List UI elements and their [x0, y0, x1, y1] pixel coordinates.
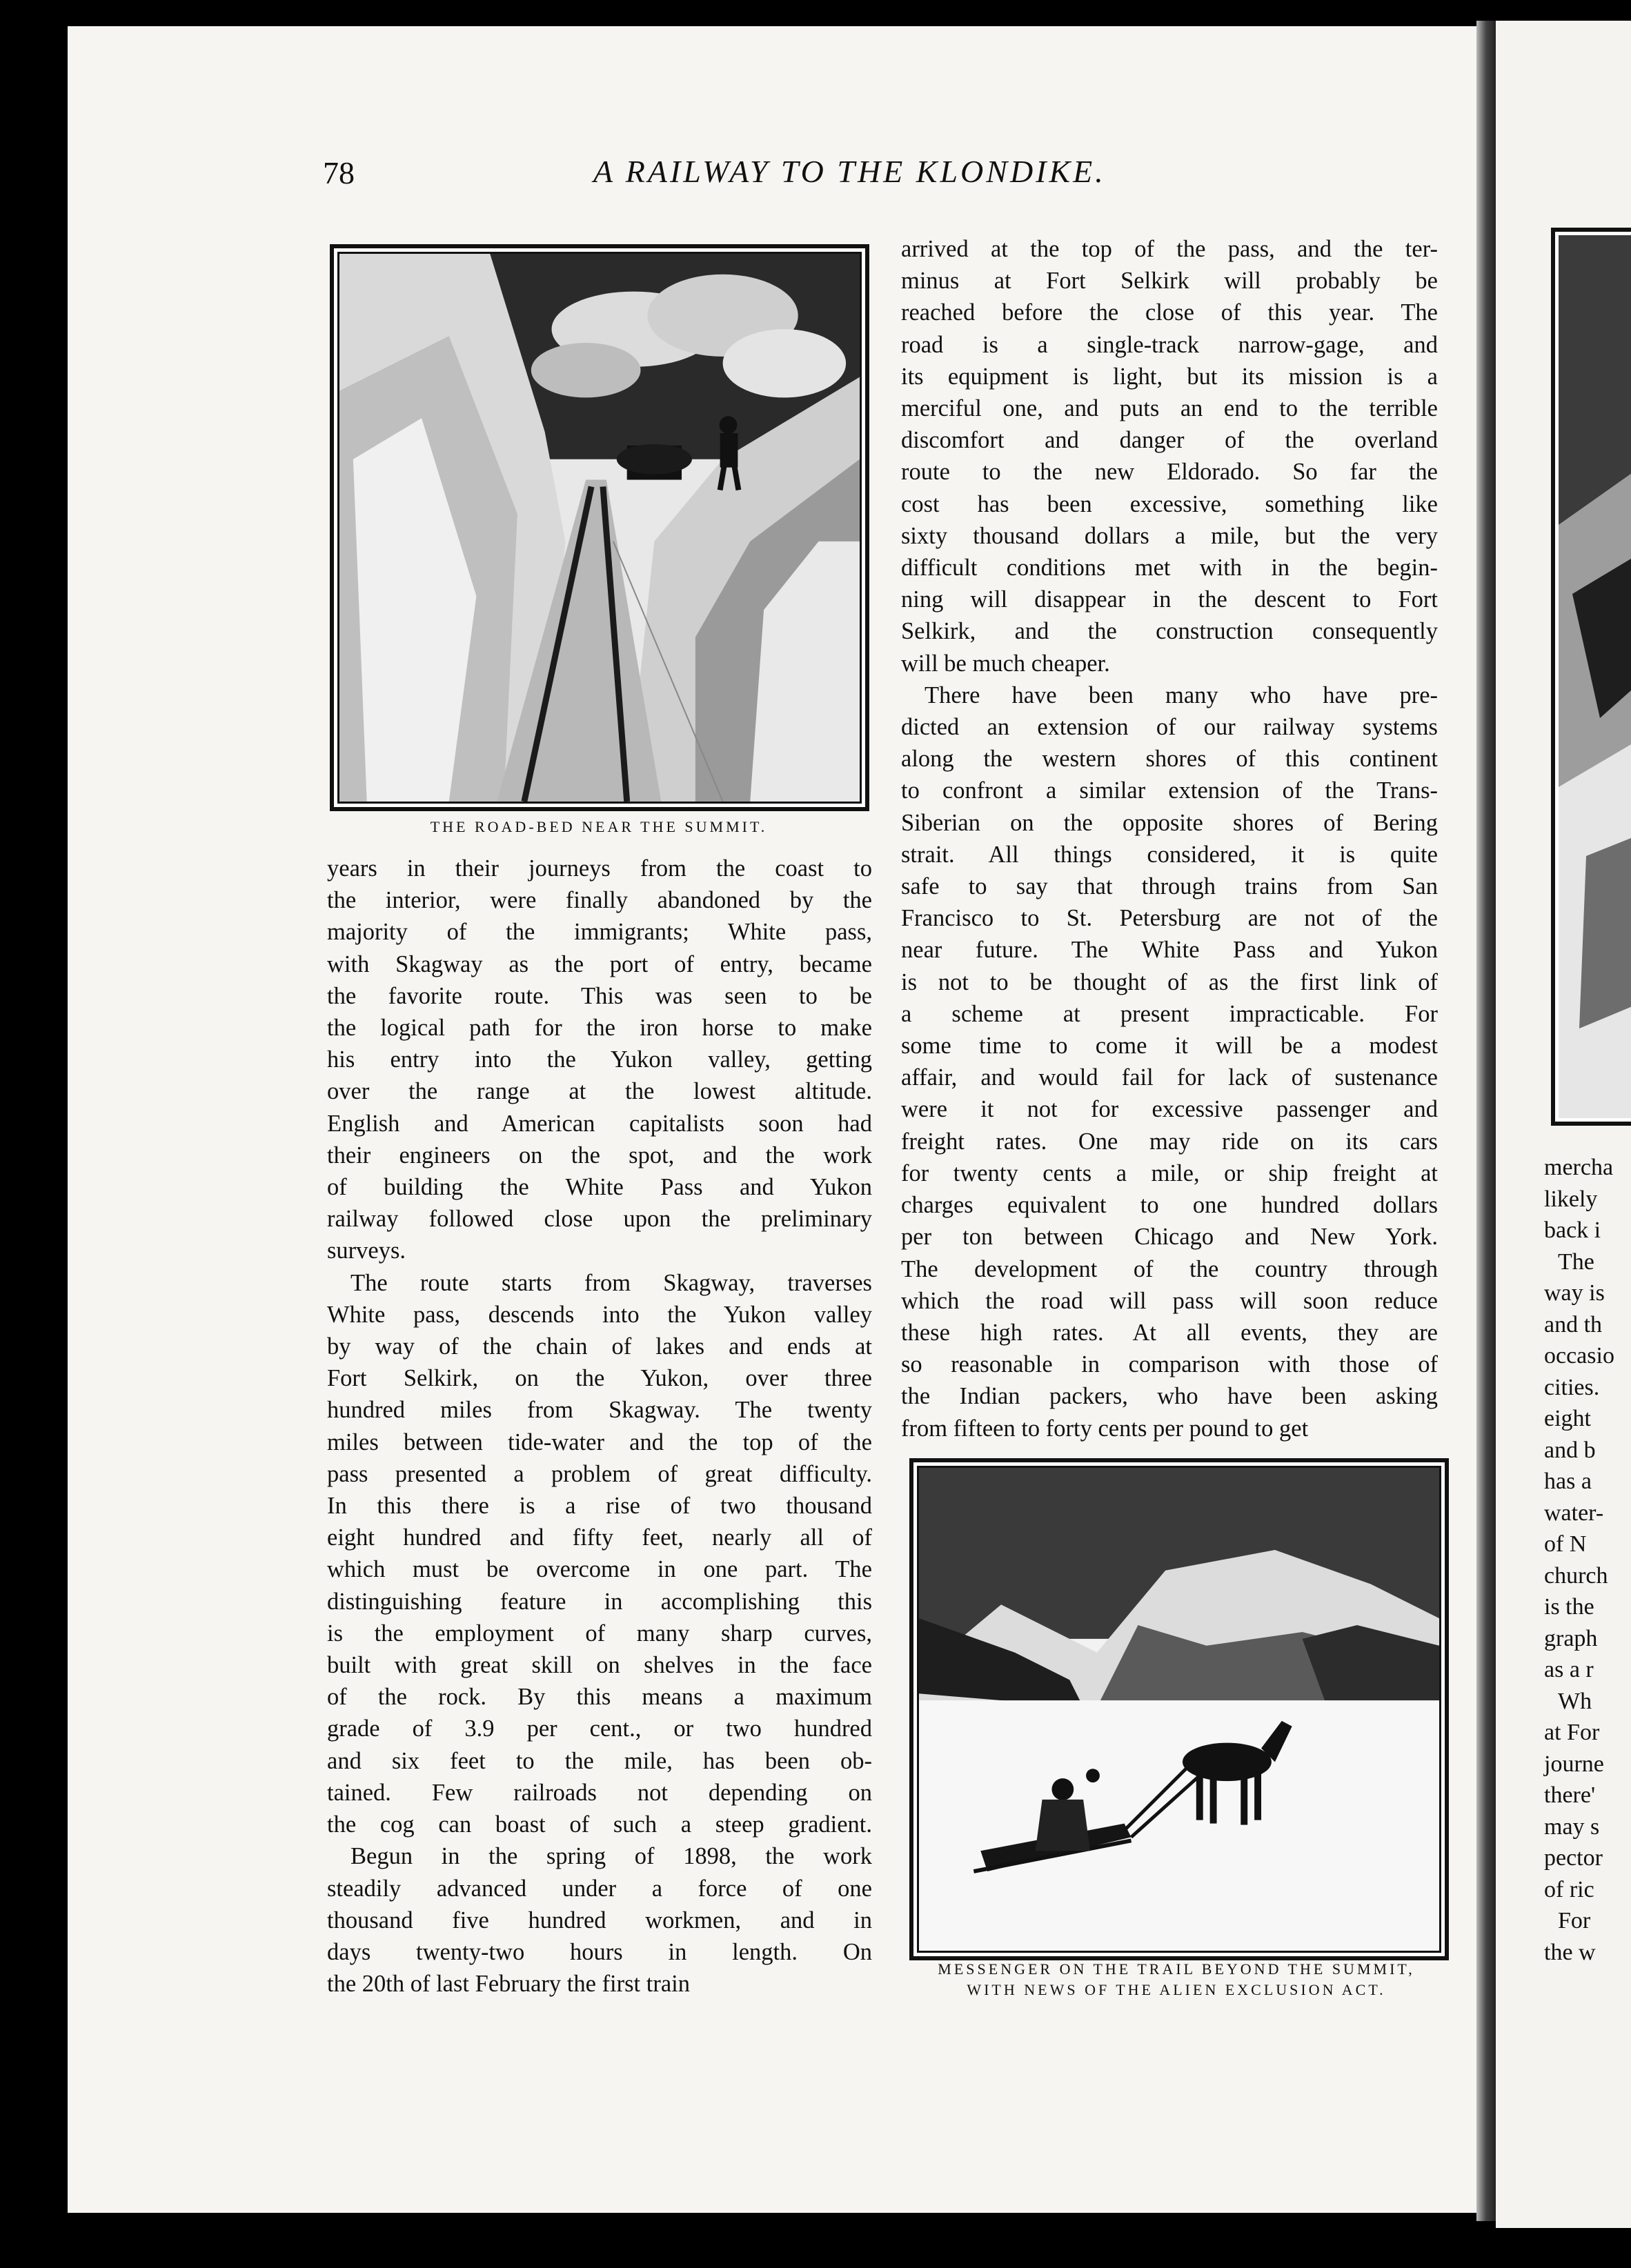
text-line: per ton between Chicago and New York.: [901, 1224, 1438, 1251]
left-text-column: [327, 853, 872, 2000]
messenger-caption-line2: WITH NEWS OF THE ALIEN EXCLUSION ACT.: [967, 1981, 1386, 1998]
text-line: over the range at the lowest altitude.: [327, 1078, 872, 1105]
text-line: near future. The White Pass and Yukon: [901, 937, 1438, 964]
facing-text-fragment: pector: [1544, 1845, 1603, 1871]
facing-text-fragment: back i: [1544, 1217, 1601, 1243]
facing-text-fragment: and th: [1544, 1311, 1603, 1337]
text-line: railway followed close upon the preliminary: [327, 1206, 872, 1233]
text-line: discomfort and danger of the overland: [901, 427, 1438, 454]
text-line: days twenty-two hours in length. On: [327, 1938, 872, 1965]
facing-text-fragment: there': [1544, 1782, 1596, 1808]
text-line: his entry into the Yukon valley, getting: [327, 1046, 872, 1073]
text-line: merciful one, and puts an end to the terrible: [901, 395, 1438, 422]
text-line: Francisco to St. Petersburg are not of the: [901, 905, 1438, 932]
text-line: hundred miles from Skagway. The twenty: [327, 1397, 872, 1424]
text-line: majority of the immigrants; White pass,: [327, 919, 872, 946]
text-line: for twenty cents a mile, or ship freight at: [901, 1160, 1438, 1186]
facing-text-fragment: and b: [1544, 1437, 1596, 1463]
facing-text-fragment: mercha: [1544, 1155, 1614, 1180]
facing-page-illustration: [1559, 235, 1631, 1118]
right-text-column: [901, 233, 1438, 1444]
facing-text-fragment: occasio: [1544, 1343, 1614, 1369]
text-line: strait. All things considered, it is quite: [901, 841, 1438, 868]
facing-text-fragment: For: [1558, 1908, 1591, 1933]
facing-text-fragment: Wh: [1558, 1688, 1592, 1714]
text-line: sixty thousand dollars a mile, but the very: [901, 522, 1438, 549]
facing-text-fragment: eight: [1544, 1406, 1591, 1431]
text-line: is the employment of many sharp curves,: [327, 1620, 872, 1647]
facing-text-fragment: the w: [1544, 1939, 1596, 1965]
text-line: of the rock. By this means a maximum: [327, 1684, 872, 1711]
text-line: White pass, descends into the Yukon valley: [327, 1301, 872, 1328]
text-line: The route starts from Skagway, traverses: [350, 1269, 872, 1296]
text-line: arrived at the top of the pass, and the ter-: [901, 236, 1438, 262]
text-line: which must be overcome in one part. The: [327, 1556, 872, 1583]
facing-text-fragment: of N: [1544, 1531, 1587, 1557]
text-line: tained. Few railroads not depending on: [327, 1779, 872, 1806]
text-line: some time to come it will be a modest: [901, 1033, 1438, 1060]
roadbed-illustration: [339, 254, 860, 802]
facing-text-fragment: cities.: [1544, 1374, 1600, 1400]
text-line: and six feet to the mile, has been ob-: [327, 1747, 872, 1774]
messenger-caption: [897, 1959, 1456, 2000]
facing-page-photo: [1551, 228, 1631, 1126]
text-line: steadily advanced under a force of one: [327, 1875, 872, 1902]
text-line: the cog can boast of such a steep gradient.: [327, 1811, 872, 1838]
text-line: pass presented a problem of great difficulty.: [327, 1460, 872, 1487]
text-line: The development of the country through: [901, 1255, 1438, 1282]
text-line: the interior, were finally abandoned by the: [327, 887, 872, 914]
facing-text-fragment: is the: [1544, 1594, 1594, 1620]
text-line: road is a single-track narrow-gage, and: [901, 331, 1438, 358]
text-line: will be much cheaper.: [901, 650, 1110, 677]
text-line: Begun in the spring of 1898, the work: [350, 1843, 872, 1870]
text-line: Selkirk, and the construction consequently: [901, 618, 1438, 645]
text-line: minus at Fort Selkirk will probably be: [901, 268, 1438, 295]
facing-text-fragment: may s: [1544, 1813, 1600, 1840]
text-line: freight rates. One may ride on its cars: [901, 1128, 1438, 1155]
facing-text-fragment: church: [1544, 1562, 1608, 1589]
facing-text-fragment: The: [1558, 1249, 1594, 1275]
text-line: built with great skill on shelves in the face: [327, 1652, 872, 1679]
text-line: to confront a similar extension of the Trans-: [901, 777, 1438, 804]
text-line: route to the new Eldorado. So far the: [901, 459, 1438, 486]
text-line: from fifteen to forty cents per pound to get: [901, 1415, 1309, 1442]
text-line: distinguishing feature in accomplishing this: [327, 1588, 872, 1615]
text-line: There have been many who have pre-: [925, 682, 1438, 708]
text-line: miles between tide-water and the top of the: [327, 1429, 872, 1455]
page-gutter: [1476, 21, 1496, 2221]
text-line: In this there is a rise of two thousand: [327, 1493, 872, 1520]
facing-text-fragment: at For: [1544, 1720, 1600, 1745]
text-line: charges equivalent to one hundred dollars: [901, 1192, 1438, 1219]
text-line: is not to be thought of as the first link of: [901, 968, 1438, 995]
facing-text-fragment: as a r: [1544, 1657, 1594, 1682]
text-line: surveys.: [327, 1237, 406, 1264]
text-line: thousand five hundred workmen, and in: [327, 1907, 872, 1933]
text-line: which the road will pass will soon reduce: [901, 1287, 1438, 1314]
facing-page-text: [1544, 1152, 1614, 1968]
facing-text-fragment: way is: [1544, 1280, 1605, 1306]
text-line: a scheme at present impracticable. For: [901, 1000, 1438, 1027]
text-line: dicted an extension of our railway systems: [901, 714, 1438, 741]
text-line: cost has been excessive, something like: [901, 490, 1438, 517]
text-line: along the western shores of this continent: [901, 746, 1438, 773]
text-line: were it not for excessive passenger and: [901, 1096, 1438, 1123]
messenger-caption-line1: MESSENGER ON THE TRAIL BEYOND THE SUMMIT,: [938, 1960, 1415, 1978]
roadbed-photo: [330, 244, 869, 811]
messenger-illustration: [919, 1468, 1439, 1951]
text-line: the 20th of last February the first train: [327, 1971, 690, 1998]
text-line: reached before the close of this year. The: [901, 299, 1438, 326]
text-line: years in their journeys from the coast to: [327, 855, 872, 882]
text-line: its equipment is light, but its mission is a: [901, 363, 1438, 390]
text-line: affair, and would fail for lack of sustenance: [901, 1064, 1438, 1091]
facing-page: [1496, 21, 1631, 2228]
text-line: the Indian packers, who have been asking: [901, 1383, 1438, 1410]
text-line: safe to say that through trains from San: [901, 873, 1438, 900]
text-line: English and American capitalists soon had: [327, 1110, 872, 1137]
text-line: so reasonable in comparison with those of: [901, 1351, 1438, 1378]
text-line: difficult conditions met with in the begin-: [901, 555, 1438, 581]
text-line: eight hundred and fifty feet, nearly all of: [327, 1524, 872, 1551]
text-line: of building the White Pass and Yukon: [327, 1174, 872, 1201]
text-line: the logical path for the iron horse to make: [327, 1015, 872, 1042]
text-line: their engineers on the spot, and the work: [327, 1142, 872, 1168]
roadbed-caption: THE ROAD-BED NEAR THE SUMMIT.: [430, 818, 768, 835]
running-head: A RAILWAY TO THE KLONDIKE.: [593, 154, 1106, 189]
facing-text-fragment: journe: [1544, 1751, 1604, 1777]
text-line: grade of 3.9 per cent., or two hundred: [327, 1715, 872, 1742]
text-line: the favorite route. This was seen to be: [327, 982, 872, 1009]
text-line: Siberian on the opposite shores of Bering: [901, 809, 1438, 836]
text-line: with Skagway as the port of entry, became: [327, 951, 872, 977]
facing-text-fragment: water-: [1544, 1500, 1604, 1526]
facing-text-fragment: graph: [1544, 1625, 1598, 1651]
text-line: by way of the chain of lakes and ends at: [327, 1333, 872, 1360]
facing-text-fragment: has a: [1544, 1469, 1592, 1494]
text-line: Fort Selkirk, on the Yukon, over three: [327, 1365, 872, 1392]
facing-text-fragment: likely: [1544, 1186, 1598, 1212]
facing-text-fragment: of ric: [1544, 1876, 1594, 1902]
text-line: ning will disappear in the descent to Fort: [901, 586, 1438, 613]
page-number: 78: [323, 155, 355, 190]
messenger-photo: [909, 1458, 1449, 1960]
text-line: these high rates. At all events, they are: [901, 1319, 1438, 1346]
